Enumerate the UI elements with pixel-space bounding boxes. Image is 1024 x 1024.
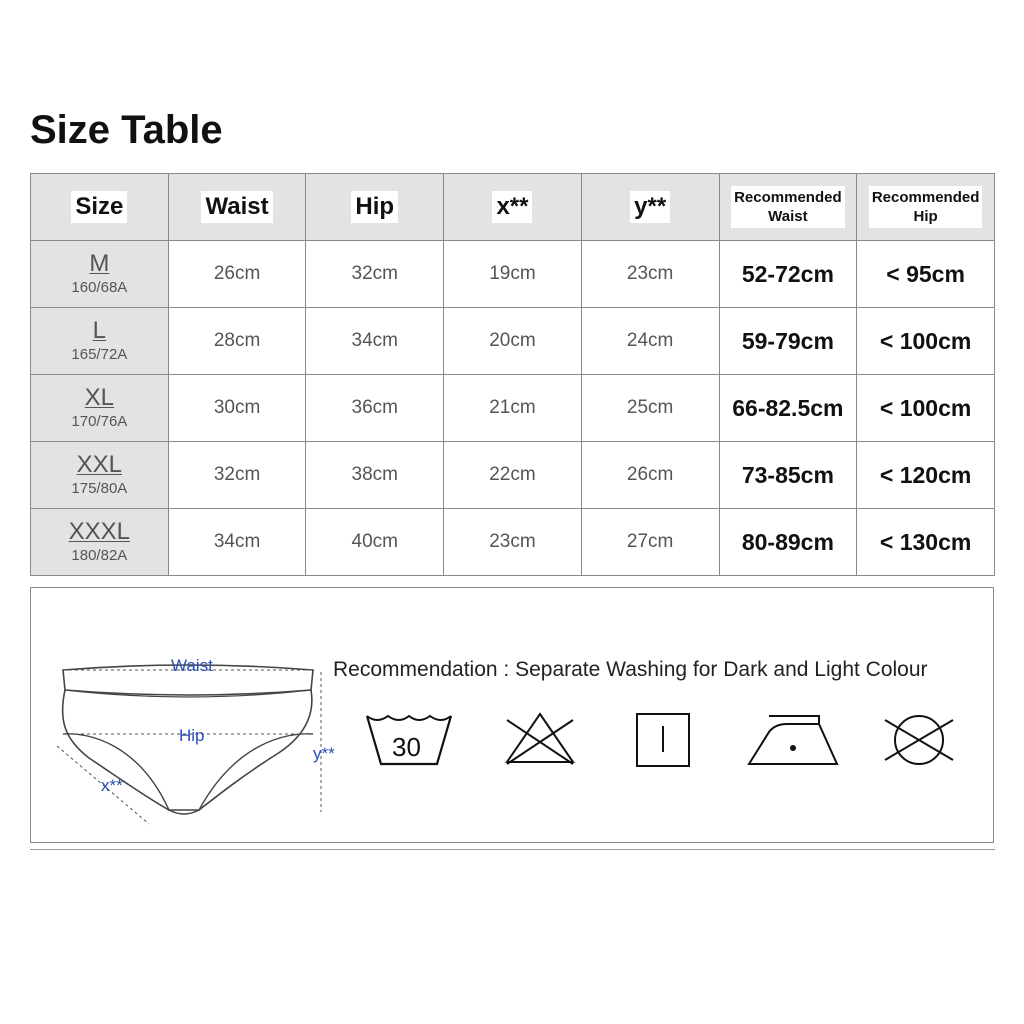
header-y: y** xyxy=(581,174,719,241)
measurement-diagram xyxy=(49,648,339,828)
size-label: XL xyxy=(84,383,115,411)
waist-cell: 30cm xyxy=(168,375,306,442)
recommended-hip-cell: < 120cm xyxy=(857,442,995,509)
size-table xyxy=(30,173,995,576)
washing-recommendation: Recommendation : Separate Washing for Dark and Light Colour xyxy=(333,658,928,681)
header-recommended-hip: Recommended Hip xyxy=(857,174,995,241)
table-row xyxy=(31,442,995,509)
size-label: L xyxy=(92,316,107,344)
y-cell: 23cm xyxy=(581,241,719,308)
x-label: x** xyxy=(101,776,123,795)
size-cell xyxy=(31,308,169,375)
wash-30-icon xyxy=(361,706,457,770)
recommended-waist-cell: 66-82.5cm xyxy=(719,375,857,442)
header-size: Size xyxy=(31,174,169,241)
recommended-waist-cell: 59-79cm xyxy=(719,308,857,375)
header-x: x** xyxy=(444,174,582,241)
do-not-dry-clean-icon xyxy=(877,706,961,770)
header-hip: Hip xyxy=(306,174,444,241)
recommended-waist-cell: 52-72cm xyxy=(719,241,857,308)
x-cell: 19cm xyxy=(444,241,582,308)
size-label: M xyxy=(89,249,110,277)
size-code: 170/76A xyxy=(71,412,128,430)
table-row xyxy=(31,375,995,442)
hip-label: Hip xyxy=(179,726,205,745)
hip-cell: 34cm xyxy=(306,308,444,375)
size-code: 160/68A xyxy=(71,278,128,296)
size-code: 180/82A xyxy=(71,546,128,564)
waist-label: Waist xyxy=(171,656,213,675)
size-cell xyxy=(31,442,169,509)
recommended-hip-cell: < 95cm xyxy=(857,241,995,308)
x-cell: 21cm xyxy=(444,375,582,442)
recommended-waist-cell: 80-89cm xyxy=(719,509,857,576)
hip-cell: 38cm xyxy=(306,442,444,509)
table-row xyxy=(31,308,995,375)
size-cell xyxy=(31,509,169,576)
header-waist: Waist xyxy=(168,174,306,241)
size-label: XXXL xyxy=(68,517,131,545)
size-label: XXL xyxy=(76,450,123,478)
x-cell: 23cm xyxy=(444,509,582,576)
waist-cell: 28cm xyxy=(168,308,306,375)
drip-dry-icon xyxy=(633,706,693,770)
size-code: 175/80A xyxy=(71,479,128,497)
header-recommended-waist: Recommended Waist xyxy=(719,174,857,241)
hip-cell: 36cm xyxy=(306,375,444,442)
iron-low-heat-icon xyxy=(743,706,843,770)
y-cell: 27cm xyxy=(581,509,719,576)
size-cell xyxy=(31,241,169,308)
recommended-hip-cell: < 100cm xyxy=(857,308,995,375)
x-cell: 20cm xyxy=(444,308,582,375)
care-instructions-box xyxy=(30,587,994,843)
recommended-hip-cell: < 130cm xyxy=(857,509,995,576)
table-header-row xyxy=(31,174,995,241)
waist-cell: 26cm xyxy=(168,241,306,308)
table-row xyxy=(31,241,995,308)
y-label: y** xyxy=(313,744,335,763)
y-cell: 26cm xyxy=(581,442,719,509)
divider xyxy=(30,849,995,850)
y-cell: 24cm xyxy=(581,308,719,375)
recommended-waist-cell: 73-85cm xyxy=(719,442,857,509)
do-not-bleach-icon xyxy=(497,706,583,770)
table-row xyxy=(31,509,995,576)
wash-temperature: 30 xyxy=(392,732,421,762)
waist-cell: 32cm xyxy=(168,442,306,509)
recommended-hip-cell: < 100cm xyxy=(857,375,995,442)
page-title: Size Table xyxy=(30,108,223,152)
hip-cell: 40cm xyxy=(306,509,444,576)
waist-cell: 34cm xyxy=(168,509,306,576)
size-cell xyxy=(31,375,169,442)
x-cell: 22cm xyxy=(444,442,582,509)
size-code: 165/72A xyxy=(71,345,128,363)
y-cell: 25cm xyxy=(581,375,719,442)
hip-cell: 32cm xyxy=(306,241,444,308)
